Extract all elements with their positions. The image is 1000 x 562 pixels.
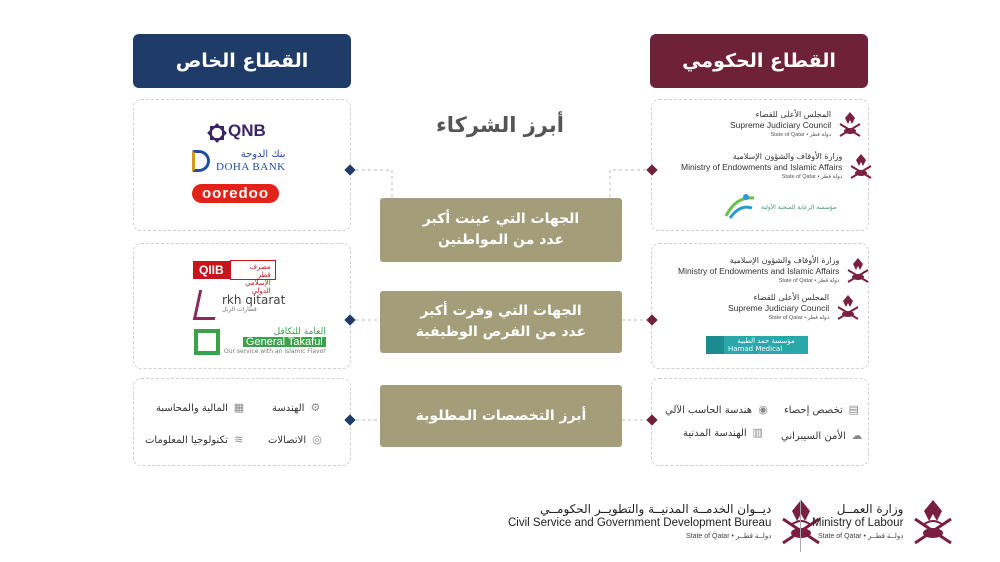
center-box-line: أبرز التخصصات المطلوبة: [415, 407, 587, 424]
qiib-logo: [193, 260, 276, 295]
skill-label: تخصص إحصاء: [784, 404, 843, 416]
center-box-line: عدد من الفرص الوظيفية: [415, 324, 587, 340]
labour-ar: وزارة العمــل: [836, 502, 904, 516]
sjc-en: Supreme Judiciary Council: [730, 120, 832, 130]
qatar-emblem-icon: [837, 110, 863, 140]
footer-divider: [800, 500, 801, 552]
hmc-mark-icon: [706, 336, 724, 354]
csgdb-logo: [508, 497, 823, 549]
doha-bank-logo: [192, 149, 286, 173]
skill-label: الهندسة المدنية: [683, 427, 747, 439]
doha-bank-en: DOHA BANK: [216, 161, 286, 173]
gov-box-3: [651, 378, 869, 466]
skill-label: الاتصالات: [268, 434, 307, 446]
gear-icon: ⚙: [310, 401, 321, 414]
takaful-sub: Our service with an Islamic Flavor: [224, 348, 326, 355]
mea-en: Ministry of Endowments and Islamic Affairs: [681, 162, 843, 172]
qnb-mark-icon: [207, 123, 223, 139]
mea-state: State of Qatar • دولة قطر: [778, 278, 840, 284]
center-box-specializations: [380, 385, 622, 447]
globe-icon: ◎: [312, 433, 322, 446]
skill-label: هندسة الحاسب الآلي: [665, 404, 753, 416]
center-box-line: عدد من المواطنين: [437, 232, 565, 248]
skill-civil-engineering: [683, 427, 764, 439]
takaful-en: General Takaful: [243, 337, 326, 347]
labour-en: Ministry of Labour: [812, 517, 904, 529]
takaful-ar: العامة للتكافل: [273, 327, 326, 337]
sjc-state: State of Qatar • دولة قطر: [768, 315, 830, 321]
skill-label: الهندسة: [272, 402, 305, 414]
rkh-en: rkh qitarat: [222, 293, 286, 307]
mea-ar: وزارة الأوقاف والشؤون الإسلامية: [729, 256, 840, 265]
hamad-medical-logo: [706, 336, 808, 361]
building-icon: ▥: [752, 426, 763, 439]
private-box-3: [133, 378, 351, 466]
sjc-ar: المجلس الأعلى للقضاء: [755, 110, 832, 119]
hmc-en: Hamad Medical Corporation: [728, 345, 783, 361]
ooredoo-logo: ooredoo: [192, 184, 279, 203]
skill-label: تكنولوجيا المعلومات: [145, 434, 228, 446]
qatar-emblem-icon: [911, 497, 955, 549]
doha-bank-mark-icon: [192, 150, 210, 172]
cloud-lock-icon: ☁: [851, 429, 863, 442]
sjc-ar: المجلس الأعلى للقضاء: [753, 293, 830, 302]
skill-statistics: [784, 404, 860, 416]
supreme-judiciary-council-logo: [730, 110, 863, 140]
rkh-sub: قطارات الريل: [222, 306, 257, 313]
supreme-judiciary-council-logo: [728, 293, 861, 323]
skill-finance: [156, 402, 245, 414]
qiib-ar: مصرف قطر الإسلامي الدولي: [230, 260, 276, 280]
center-box-citizens: [380, 198, 622, 262]
csgdb-ar: ديــوان الخدمــة المدنيــة والتطويــر الحكومــي: [539, 502, 772, 516]
ministry-endowments-logo: [681, 152, 874, 182]
skill-it: [145, 434, 245, 446]
rkh-mark-icon: [193, 290, 221, 320]
sjc-en: Supreme Judiciary Council: [728, 303, 830, 313]
center-box-jobs: [380, 291, 622, 353]
skill-label: الأمن السيبراني: [781, 430, 846, 442]
skill-telecom: [268, 434, 323, 446]
phcc-logo: [722, 192, 836, 222]
csgdb-state: State of Qatar • دولــة قطــر: [685, 533, 772, 540]
skill-label: المالية والمحاسبة: [156, 402, 228, 414]
skill-engineering: [272, 402, 321, 414]
sjc-state: State of Qatar • دولة قطر: [770, 132, 832, 138]
ministry-endowments-logo: [678, 256, 871, 286]
rkh-qitarat-logo: [196, 290, 285, 320]
qiib-en: QIIB: [193, 261, 230, 279]
document-chart-icon: ▤: [848, 403, 859, 416]
page-title: أبرز الشركاء: [436, 113, 564, 137]
center-box-line: الجهات التي وفرت أكبر: [420, 303, 582, 319]
eye-icon: ◉: [758, 403, 768, 416]
labour-state: State of Qatar • دولــة قطــر: [818, 533, 904, 540]
center-box-line: الجهات التي عينت أكبر: [422, 211, 580, 227]
qatar-emblem-icon: [845, 256, 871, 286]
skill-computer-engineering: [665, 404, 769, 416]
mea-ar: وزارة الأوقاف والشؤون الإسلامية: [732, 152, 843, 161]
qnb-logo: [207, 121, 266, 141]
government-sector-header: القطاع الحكومي: [650, 34, 868, 88]
private-sector-header: القطاع الخاص: [133, 34, 351, 88]
csgdb-en: Civil Service and Government Development Bureau: [508, 517, 772, 529]
general-takaful-logo: [194, 327, 326, 357]
qatar-emblem-icon: [835, 293, 861, 323]
ministry-of-labour-logo: [812, 497, 955, 549]
phcc-text: مؤسسة الرعاية الصحية الأولية: [761, 203, 837, 211]
qnb-text: QNB: [228, 121, 266, 140]
qatar-emblem-icon: [848, 152, 874, 182]
mea-en: Ministry of Endowments and Islamic Affairs: [678, 266, 840, 276]
hmc-ar: مؤسسة حمد الطبية: [737, 337, 795, 345]
calculator-icon: ▦: [233, 401, 245, 414]
mea-state: State of Qatar • دولة قطر: [781, 174, 843, 180]
skill-cybersecurity: [781, 430, 863, 442]
doha-bank-ar: بنك الدوحة: [240, 149, 286, 160]
wifi-icon: ≋: [234, 433, 244, 446]
phcc-mark-icon: [722, 192, 758, 222]
takaful-mark-icon: [194, 329, 220, 355]
